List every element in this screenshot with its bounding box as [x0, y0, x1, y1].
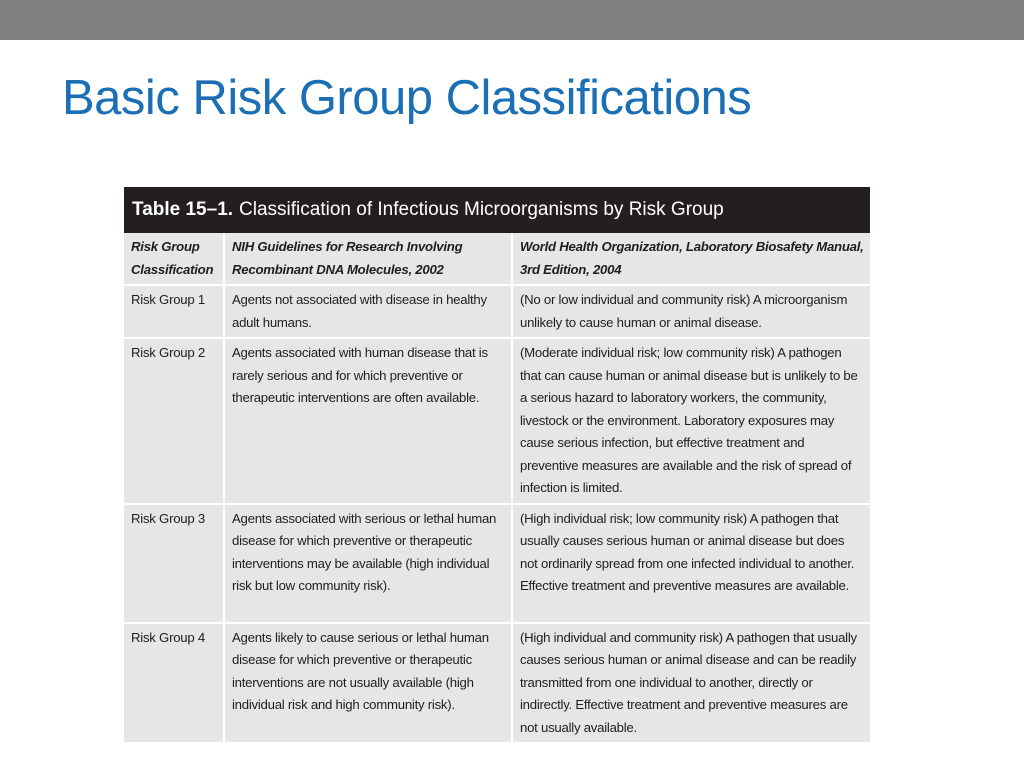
cell-risk-group: Risk Group 4	[124, 623, 224, 743]
header-risk-group: Risk Group Classification	[124, 233, 224, 285]
cell-risk-group: Risk Group 1	[124, 285, 224, 338]
table-caption-text: Classification of Infectious Microorganisms by Risk Group	[239, 199, 724, 220]
cell-who: (High individual and community risk) A pathogen that usually causes serious human or animal disease and can be readily transmitted from one individual to another, directly or indirectly. Effective treatment and preventive measures are not usually available.	[512, 623, 870, 743]
table-caption-number: Table 15–1.	[132, 199, 234, 220]
cell-nih: Agents associated with serious or lethal human disease for which preventive or therapeutic interventions may be available (high individual risk but low community risk).	[224, 504, 512, 623]
header-who: World Health Organization, Laboratory Biosafety Manual, 3rd Edition, 2004	[512, 233, 870, 285]
table-header-row	[124, 233, 870, 285]
table-row	[124, 285, 870, 338]
classification-table	[124, 187, 870, 735]
table-row	[124, 623, 870, 743]
cell-nih: Agents associated with human disease that is rarely serious and for which preventive or therapeutic interventions are often available.	[224, 338, 512, 504]
cell-who: (Moderate individual risk; low community risk) A pathogen that can cause human or animal disease but is unlikely to be a serious hazard to laboratory workers, the community, livestock or the environment. Laboratory exposures may cause serious infection, but effective treatment and preventive measures are available and the risk of spread of infection is limited.	[512, 338, 870, 504]
cell-risk-group: Risk Group 2	[124, 338, 224, 504]
cell-who: (No or low individual and community risk) A microorganism unlikely to cause human or animal disease.	[512, 285, 870, 338]
cell-who: (High individual risk; low community risk) A pathogen that usually causes serious human or animal disease but does not ordinarily spread from one infected individual to another. Effective treatment and preventive measures are available.	[512, 504, 870, 623]
table-caption	[124, 187, 870, 233]
risk-group-table	[124, 233, 870, 742]
cell-risk-group: Risk Group 3	[124, 504, 224, 623]
slide-top-bar	[0, 0, 1024, 40]
table-row	[124, 504, 870, 623]
header-nih: NIH Guidelines for Research Involving Recombinant DNA Molecules, 2002	[224, 233, 512, 285]
cell-nih: Agents not associated with disease in healthy adult humans.	[224, 285, 512, 338]
table-row	[124, 338, 870, 504]
cell-nih: Agents likely to cause serious or lethal human disease for which preventive or therapeutic interventions are not usually available (high individual risk and high community risk).	[224, 623, 512, 743]
slide-title: Basic Risk Group Classifications	[62, 71, 752, 125]
